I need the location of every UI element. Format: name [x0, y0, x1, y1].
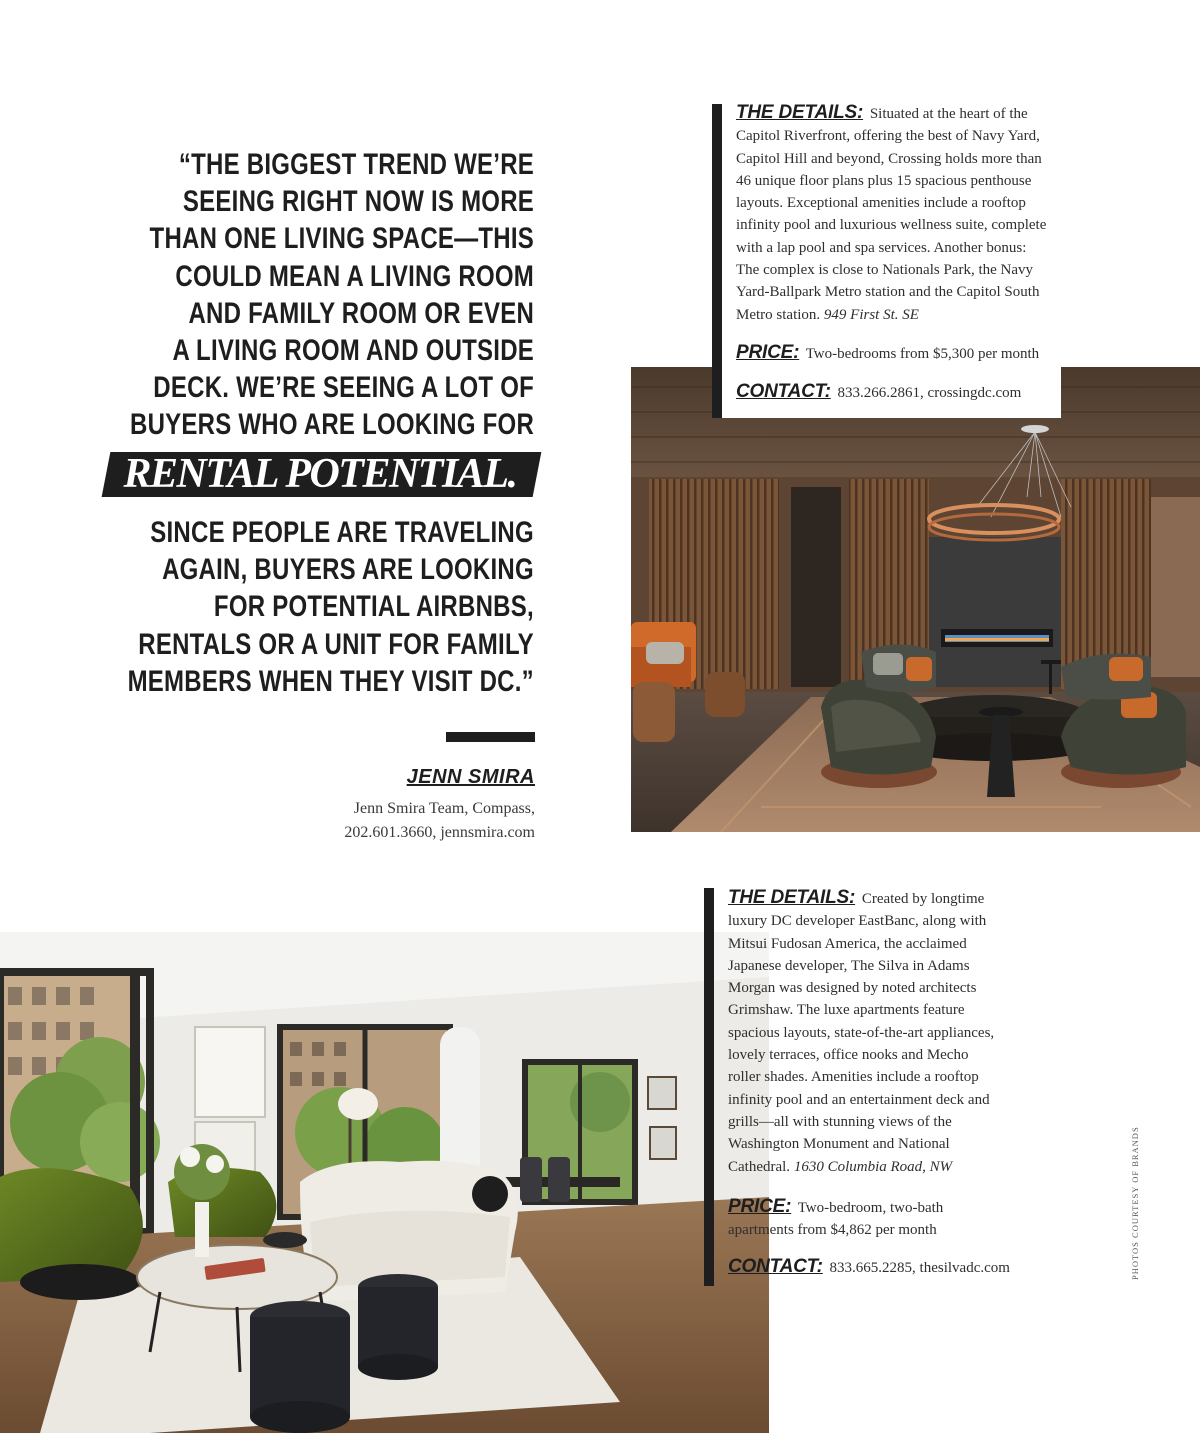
listing1-price — [736, 342, 1056, 365]
pull-quote-line: MEMBERS WHEN THEY VISIT DC.” — [127, 664, 534, 698]
listing2-contact-text: 833.665.2285, thesilvadc.com — [829, 1260, 1010, 1276]
listing1-details — [736, 102, 1048, 326]
listing2-contact-label: CONTACT: — [728, 1256, 823, 1277]
listing1-bar — [712, 104, 722, 418]
quote-rule — [446, 732, 535, 742]
listing1-details-label: THE DETAILS: — [736, 102, 864, 123]
listing1-contact-text: 833.266.2861, crossingdc.com — [837, 385, 1022, 401]
listing2-address: 1630 Columbia Road, NW — [793, 1158, 953, 1175]
author-affiliation: Jenn Smira Team, Compass, — [353, 800, 535, 817]
listing2-details — [728, 887, 1000, 1178]
pull-quote-line: THAN ONE LIVING SPACE—THIS — [149, 222, 534, 256]
pull-quote-line: DECK. WE’RE SEEING A LOT OF — [153, 371, 534, 405]
apartment-illustration — [0, 932, 769, 1433]
listing1-details-text: Situated at the heart of the Capitol Riverfront, offering the best of Navy Yard, Capitol Hill and beyond, Crossing holds more than 46 unique floor plans plus 15 spacious penthouse layouts. Exceptional amenities include a rooftop infinity pool and luxurious wellness suite, complete with a lap pool and spa services. Another bonus: The complex is close to Nationals Park, the Navy Yard-Ballpark Metro station and the Capitol South Metro station. — [736, 106, 1047, 323]
pull-quote-line: BUYERS WHO ARE LOOKING FOR — [129, 408, 534, 442]
listing2-details-label: THE DETAILS: — [728, 887, 856, 908]
pull-quote-line: RENTALS OR A UNIT FOR FAMILY — [138, 627, 534, 661]
green-chair-left — [0, 1168, 143, 1300]
listing1-address: 949 First St. SE — [823, 306, 919, 323]
listing2-price — [728, 1196, 968, 1242]
photo-credit: PHOTOS COURTESY OF BRANDS — [1130, 1126, 1140, 1280]
quote-author: JENN SMIRA — [406, 766, 535, 788]
listing1-contact-label: CONTACT: — [736, 381, 831, 402]
lounge-photo — [631, 367, 1200, 832]
listing2-bar — [704, 888, 714, 1286]
pull-quote-line: “THE BIGGEST TREND WE’RE — [178, 148, 534, 181]
listing2-details-text: Created by longtime luxury DC developer EastBanc, along with Mitsui Fudosan America, the acclaimed Japanese developer, The Silva in Adams Morgan was designed by noted architects Grimshaw. The luxe apartments feature spacious layouts, state-of-the-art appliances, lovely terraces, office nooks and Mecho roller shades. Amenities include a rooftop infinity pool and an entertainment deck and grills—all with stunning views of the Washington Monument and National Cathedral. — [728, 891, 995, 1175]
quote-author-info — [344, 797, 535, 845]
pull-quote-line: COULD MEAN A LIVING ROOM — [175, 259, 535, 293]
pull-quote-line: AND FAMILY ROOM OR EVEN — [188, 296, 535, 330]
author-contact: 202.601.3660, jennsmira.com — [344, 824, 535, 841]
listing2-price-label: PRICE: — [728, 1196, 792, 1217]
pull-quote-line: SEEING RIGHT NOW IS MORE — [182, 185, 534, 219]
armchair-back-left — [861, 645, 936, 693]
pull-quote-line: SINCE PEOPLE ARE TRAVELING — [150, 516, 534, 549]
listing2-price-text: Two-bedroom, two-bath apartments from $4,862 per month — [728, 1200, 944, 1239]
listing1-price-text: Two-bedrooms from $5,300 per month — [805, 346, 1040, 362]
listing1-price-label: PRICE: — [736, 342, 800, 363]
lounge-illustration — [631, 367, 1200, 832]
listing1-contact — [736, 381, 1056, 404]
pull-quote-line: AGAIN, BUYERS ARE LOOKING — [162, 553, 534, 587]
pull-quote-part-1 — [130, 146, 534, 444]
pull-quote-part-2 — [128, 514, 534, 700]
pull-quote-line: A LIVING ROOM AND OUTSIDE — [172, 334, 534, 368]
apartment-photo — [0, 932, 769, 1433]
listing2-contact — [728, 1256, 1028, 1279]
pull-quote-line: FOR POTENTIAL AIRBNBS, — [214, 590, 534, 624]
pull-quote-highlight: RENTAL POTENTIAL. — [123, 451, 517, 497]
